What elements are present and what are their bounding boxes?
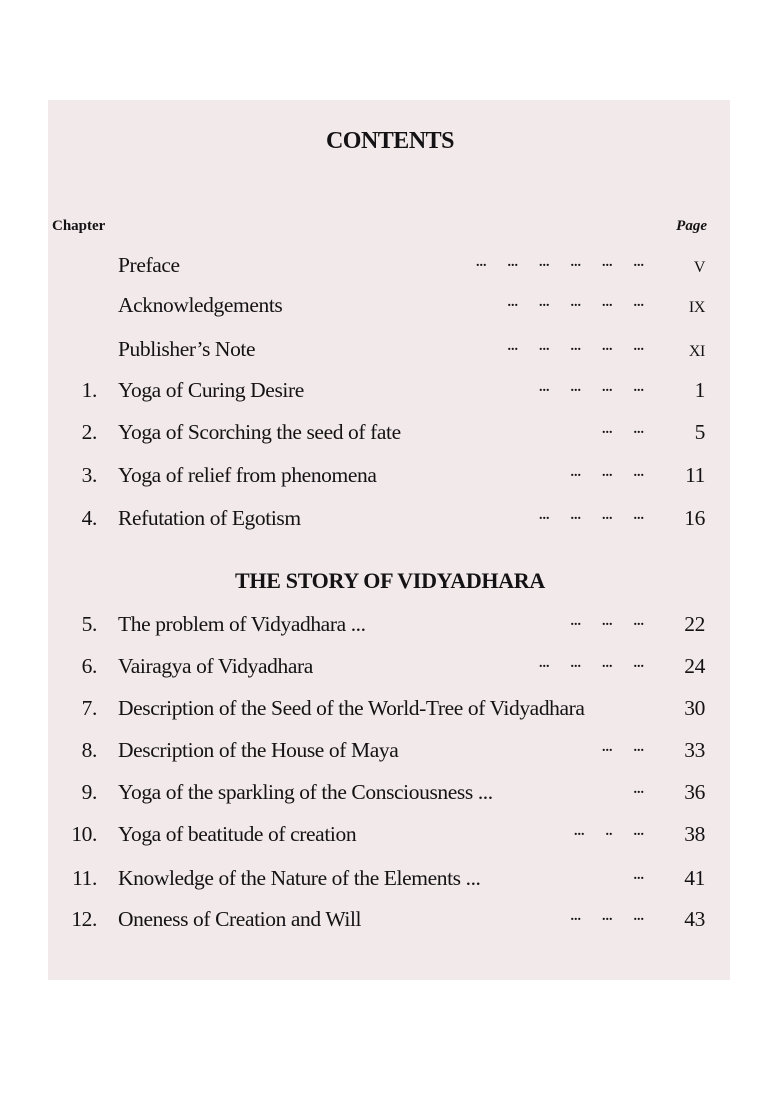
toc-entry (0, 738, 780, 768)
entry-title: Yoga of Curing Desire (118, 378, 304, 402)
chapter-number: 11. (72, 866, 97, 890)
page-number: 41 (684, 866, 705, 890)
entry-title: Description of the Seed of the World-Tree of Vidyadhara (118, 696, 585, 720)
dot-leader: ... ... (602, 740, 644, 755)
dot-leader: ... ... ... ... (539, 508, 644, 523)
entry-title: Yoga of relief from phenomena (118, 463, 377, 487)
page-title: CONTENTS (325, 128, 455, 154)
dot-leader: ... .. ... (574, 824, 644, 839)
toc-entry (0, 506, 780, 536)
entry-title: Description of the House of Maya (118, 738, 399, 762)
dot-leader: ... ... ... ... ... ... (476, 255, 644, 270)
dot-leader: ... ... ... (570, 614, 644, 629)
page-number: 36 (684, 780, 705, 804)
page-number: IX (688, 299, 705, 316)
dot-leader: ... ... ... ... ... (507, 339, 644, 354)
page-number: 22 (684, 612, 705, 636)
entry-title: Yoga of Scorching the seed of fate (118, 420, 401, 444)
entry-title: Oneness of Creation and Will (118, 907, 362, 931)
dot-leader: ... ... ... ... (539, 656, 644, 671)
toc-entry (0, 696, 780, 726)
toc-entry (0, 780, 780, 810)
page-number: 11 (685, 463, 705, 487)
chapter-number: 5. (81, 612, 97, 636)
section-heading: THE STORY OF VIDYADHARA (235, 568, 545, 593)
page-number: 33 (684, 738, 705, 762)
entry-title: Knowledge of the Nature of the Elements ... (118, 866, 481, 890)
chapter-number: 12. (71, 907, 97, 931)
page-number: V (693, 259, 705, 276)
toc-entry (0, 378, 780, 408)
dot-leader: ... ... ... ... (539, 380, 644, 395)
toc-entry (0, 822, 780, 852)
page-number: 5 (694, 420, 705, 444)
chapter-number: 6. (81, 654, 97, 678)
chapter-number: 7. (81, 696, 97, 720)
entry-title: Vairagya of Vidyadhara (118, 654, 313, 678)
chapter-number: 4. (81, 506, 97, 530)
page-number: 38 (684, 822, 705, 846)
page-number: 30 (684, 696, 705, 720)
dot-leader: ... ... ... ... ... (507, 295, 644, 310)
entry-title: Preface (118, 253, 180, 277)
toc-entry (0, 337, 780, 367)
toc-entry (0, 420, 780, 450)
toc-entry (0, 907, 780, 937)
page-number: XI (688, 343, 705, 360)
dot-leader: ... (633, 868, 644, 883)
dot-leader: ... ... ... (570, 909, 644, 924)
entry-title: Publisher’s Note (118, 337, 256, 361)
dot-leader: ... ... (602, 422, 644, 437)
page-number: 16 (684, 506, 705, 530)
toc-entry (0, 612, 780, 642)
dot-leader: ... ... ... (570, 465, 644, 480)
chapter-number: 3. (81, 463, 97, 487)
entry-title: Yoga of the sparkling of the Consciousness ... (118, 780, 493, 804)
page-number: 1 (694, 378, 705, 402)
page-number: 43 (684, 907, 705, 931)
chapter-number: 9. (81, 780, 97, 804)
chapter-column-header: Chapter (52, 218, 106, 234)
page-number: 24 (684, 654, 705, 678)
dot-leader: ... (633, 782, 644, 797)
entry-title: Refutation of Egotism (118, 506, 301, 530)
chapter-number: 1. (81, 378, 97, 402)
chapter-number: 10. (71, 822, 97, 846)
entry-title: The problem of Vidyadhara ... (118, 612, 366, 636)
toc-entry (0, 654, 780, 684)
entry-title: Yoga of beatitude of creation (118, 822, 357, 846)
toc-entry (0, 463, 780, 493)
page-column-header: Page (676, 218, 707, 234)
entry-title: Acknowledgements (118, 293, 283, 317)
chapter-number: 2. (81, 420, 97, 444)
toc-entry (0, 866, 780, 896)
chapter-number: 8. (81, 738, 97, 762)
toc-entry (0, 293, 780, 323)
toc-entry (0, 253, 780, 283)
